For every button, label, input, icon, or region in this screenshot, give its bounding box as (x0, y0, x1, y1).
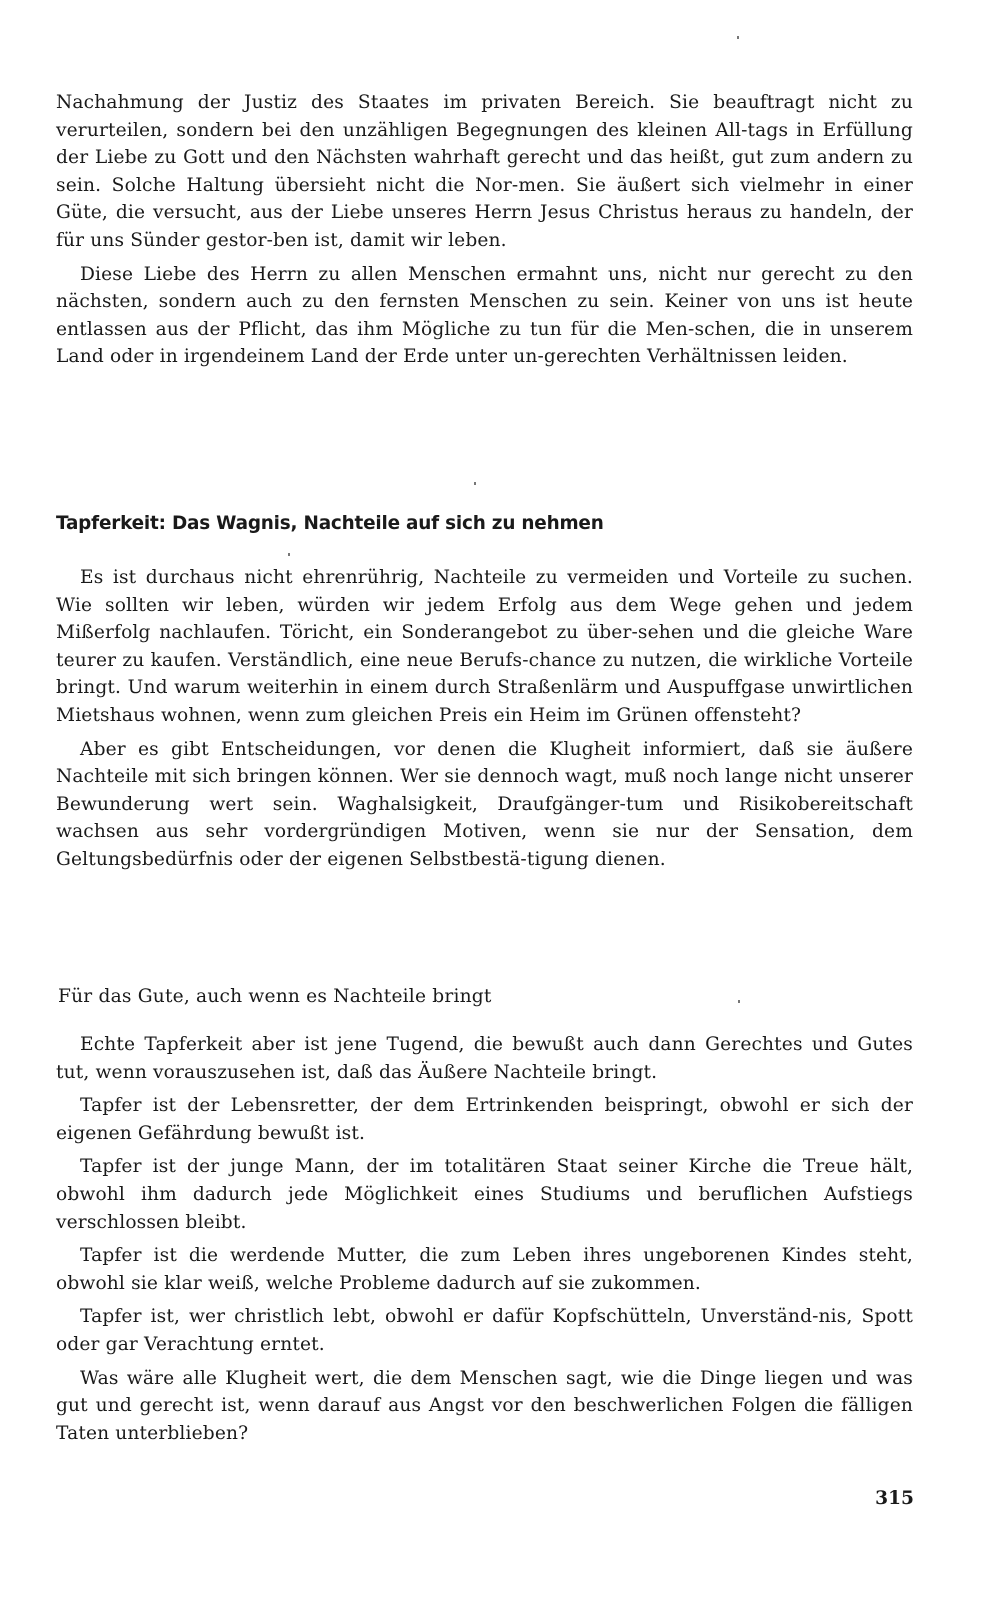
paragraph: Tapfer ist die werdende Mutter, die zum Leben ihres ungeborenen Kindes steht, obwohl sie klar weiß, welche Probleme dadurch auf sie zukommen. (56, 1245, 913, 1294)
gute-text-block (56, 1031, 913, 1453)
paragraph: Es ist durchaus nicht ehrenrührig, Nachteile zu vermeiden und Vorteile zu suchen. Wie sollten wir leben, würden wir jedem Erfolg aus dem Wege gehen und jedem Mißerfolg nachlaufen. Töricht, ein Sonderangebot zu über-sehen und die gleiche Ware teurer zu kaufen. Verständlich, eine neue Berufs-chance zu nutzen, die wirkliche Vorteile bringt. Und warum weiterhin in einem durch Straßenlärm und Auspuffgase unwirtlichen Mietshaus wohnen, wenn zum gleichen Preis ein Heim im Grünen offensteht? (56, 567, 913, 726)
scan-speck (474, 482, 476, 485)
opening-text-block (56, 89, 913, 377)
page-number: 315 (875, 1488, 914, 1509)
paragraph: Tapfer ist, wer christlich lebt, obwohl er dafür Kopfschütteln, Unverständ-nis, Spott oder gar Verachtung erntet. (56, 1306, 913, 1355)
paragraph: Aber es gibt Entscheidungen, vor denen die Klugheit informiert, daß sie äußere Nachteile mit sich bringen können. Wer sie dennoch wagt, muß noch lange nicht unserer Bewunderung wert sein. Waghalsigkeit, Draufgänger-tum und Risikobereitschaft wachsen aus sehr vordergründigen Motiven, wenn sie nur der Sensation, dem Geltungsbedürfnis oder der eigenen Selbstbestä-tigung dienen. (56, 738, 913, 870)
scan-speck (737, 36, 739, 39)
sub-heading: Für das Gute, auch wenn es Nachteile bringt (58, 986, 492, 1007)
paragraph: Tapfer ist der Lebensretter, der dem Ertrinkenden beispringt, obwohl er sich der eigenen Gefährdung bewußt ist. (56, 1095, 913, 1144)
tapferkeit-text-block (56, 564, 913, 880)
paragraph: Was wäre alle Klugheit wert, die dem Menschen sagt, wie die Dinge liegen und was gut und gerecht ist, wenn darauf aus Angst vor den beschwerlichen Folgen die fälligen Taten unterblieben? (56, 1367, 913, 1444)
section-heading: Tapferkeit: Das Wagnis, Nachteile auf sich zu nehmen (56, 513, 604, 534)
paragraph: Echte Tapferkeit aber ist jene Tugend, die bewußt auch dann Gerechtes und Gutes tut, wenn vorauszusehen ist, daß das Äußere Nachteile bringt. (56, 1034, 913, 1083)
paragraph: Diese Liebe des Herrn zu allen Menschen ermahnt uns, nicht nur gerecht zu den nächsten, sondern auch zu den fernsten Menschen zu sein. Keiner von uns ist heute entlassen aus der Pflicht, das ihm Mögliche zu tun für die Men-schen, die in unserem Land oder in irgendeinem Land der Erde unter un-gerechten Verhältnissen leiden. (56, 263, 913, 368)
scan-speck (738, 1000, 740, 1003)
paragraph: Tapfer ist der junge Mann, der im totalitären Staat seiner Kirche die Treue hält, obwohl ihm dadurch jede Möglichkeit eines Studiums und beruflichen Aufstiegs verschlossen bleibt. (56, 1156, 913, 1233)
paragraph: Nachahmung der Justiz des Staates im privaten Bereich. Sie beauftragt nicht zu verurteilen, sondern bei den unzähligen Begegnungen des kleinen All-tags in Erfüllung der Liebe zu Gott und den Nächsten wahrhaft gerecht und das heißt, gut zum andern zu sein. Solche Haltung übersieht nicht die Nor-men. Sie äußert sich vielmehr in einer Güte, die versucht, aus der Liebe unseres Herrn Jesus Christus heraus zu handeln, der für uns Sünder gestor-ben ist, damit wir leben. (56, 92, 913, 251)
scan-speck (288, 553, 290, 556)
